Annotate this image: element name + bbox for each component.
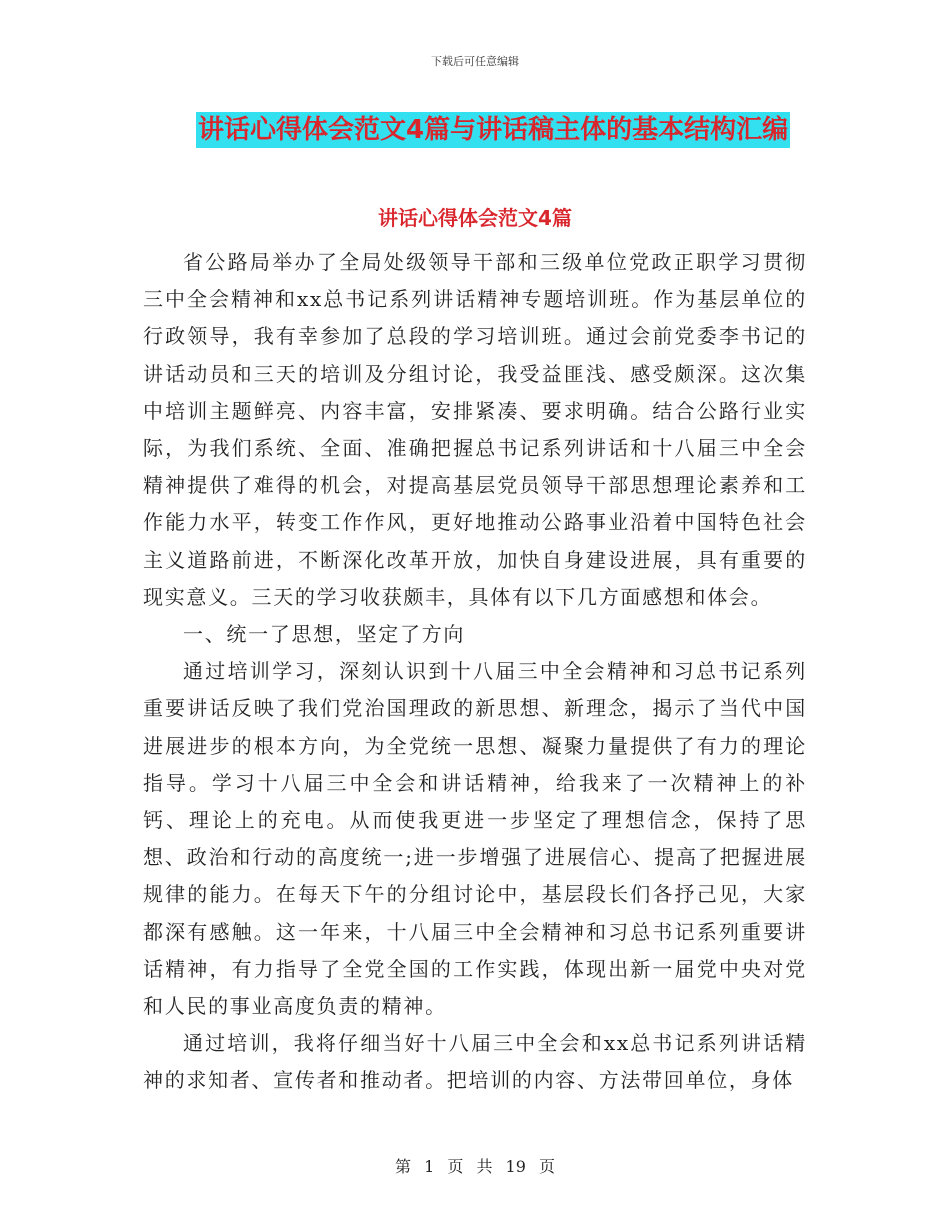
document-title: 讲话心得体会范文4篇与讲话稿主体的基本结构汇编 <box>196 112 790 148</box>
body-paragraph: 通过培训，我将仔细当好十八届三中全会和xx总书记系列讲话精神的求知者、宣传者和推动者。把培训的内容、方法带回单位，身体 <box>143 1031 807 1093</box>
body-paragraph: 通过培训学习，深刻认识到十八届三中全会精神和习总书记系列重要讲话反映了我们党治国理政的新思想、新理念，揭示了当代中国进展进步的根本方向，为全党统一思想、凝聚力量提供了有力的理论指导。学习十八届三中全会和讲话精神，给我来了一次精神上的补钙、理论上的充电。从而使我更进一步坚定了理想信念，保持了思想、政治和行动的高度统一;进一步增强了进展信心、提高了把握进展规律的能力。在每天下午的分组讨论中，基层段长们各抒己见，大家都深有感触。这一年来，十八届三中全会精神和习总书记系列重要讲话精神，有力指导了全党全国的工作实践，体现出新一届党中央对党和人民的事业高度负责的精神。 <box>143 659 807 1019</box>
page-header-note: 下载后可任意编辑 <box>431 55 519 68</box>
body-paragraph: 省公路局举办了全局处级领导干部和三级单位党政正职学习贯彻三中全会精神和xx总书记系列讲话精神专题培训班。作为基层单位的行政领导，我有幸参加了总段的学习培训班。通过会前党委李书记的讲话动员和三天的培训及分组讨论，我受益匪浅、感受颇深。这次集中培训主题鲜亮、内容丰富，安排紧凑、要求明确。结合公路行业实际，为我们系统、全面、准确把握总书记系列讲话和十八届三中全会精神提供了难得的机会，对提高基层党员领导干部思想理论素养和工作能力水平，转变工作作风，更好地推动公路事业沿着中国特色社会主义道路前进，不断深化改革开放，加快自身建设进展，具有重要的现实意义。三天的学习收获颇丰，具体有以下几方面感想和体会。 <box>143 250 807 609</box>
section-title: 讲话心得体会范文4篇 <box>378 206 572 230</box>
page-footer: 第 1 页 共 19 页 <box>395 1157 555 1176</box>
subheading: 一、统一了思想，坚定了方向 <box>183 622 466 647</box>
document-body <box>143 244 807 1100</box>
